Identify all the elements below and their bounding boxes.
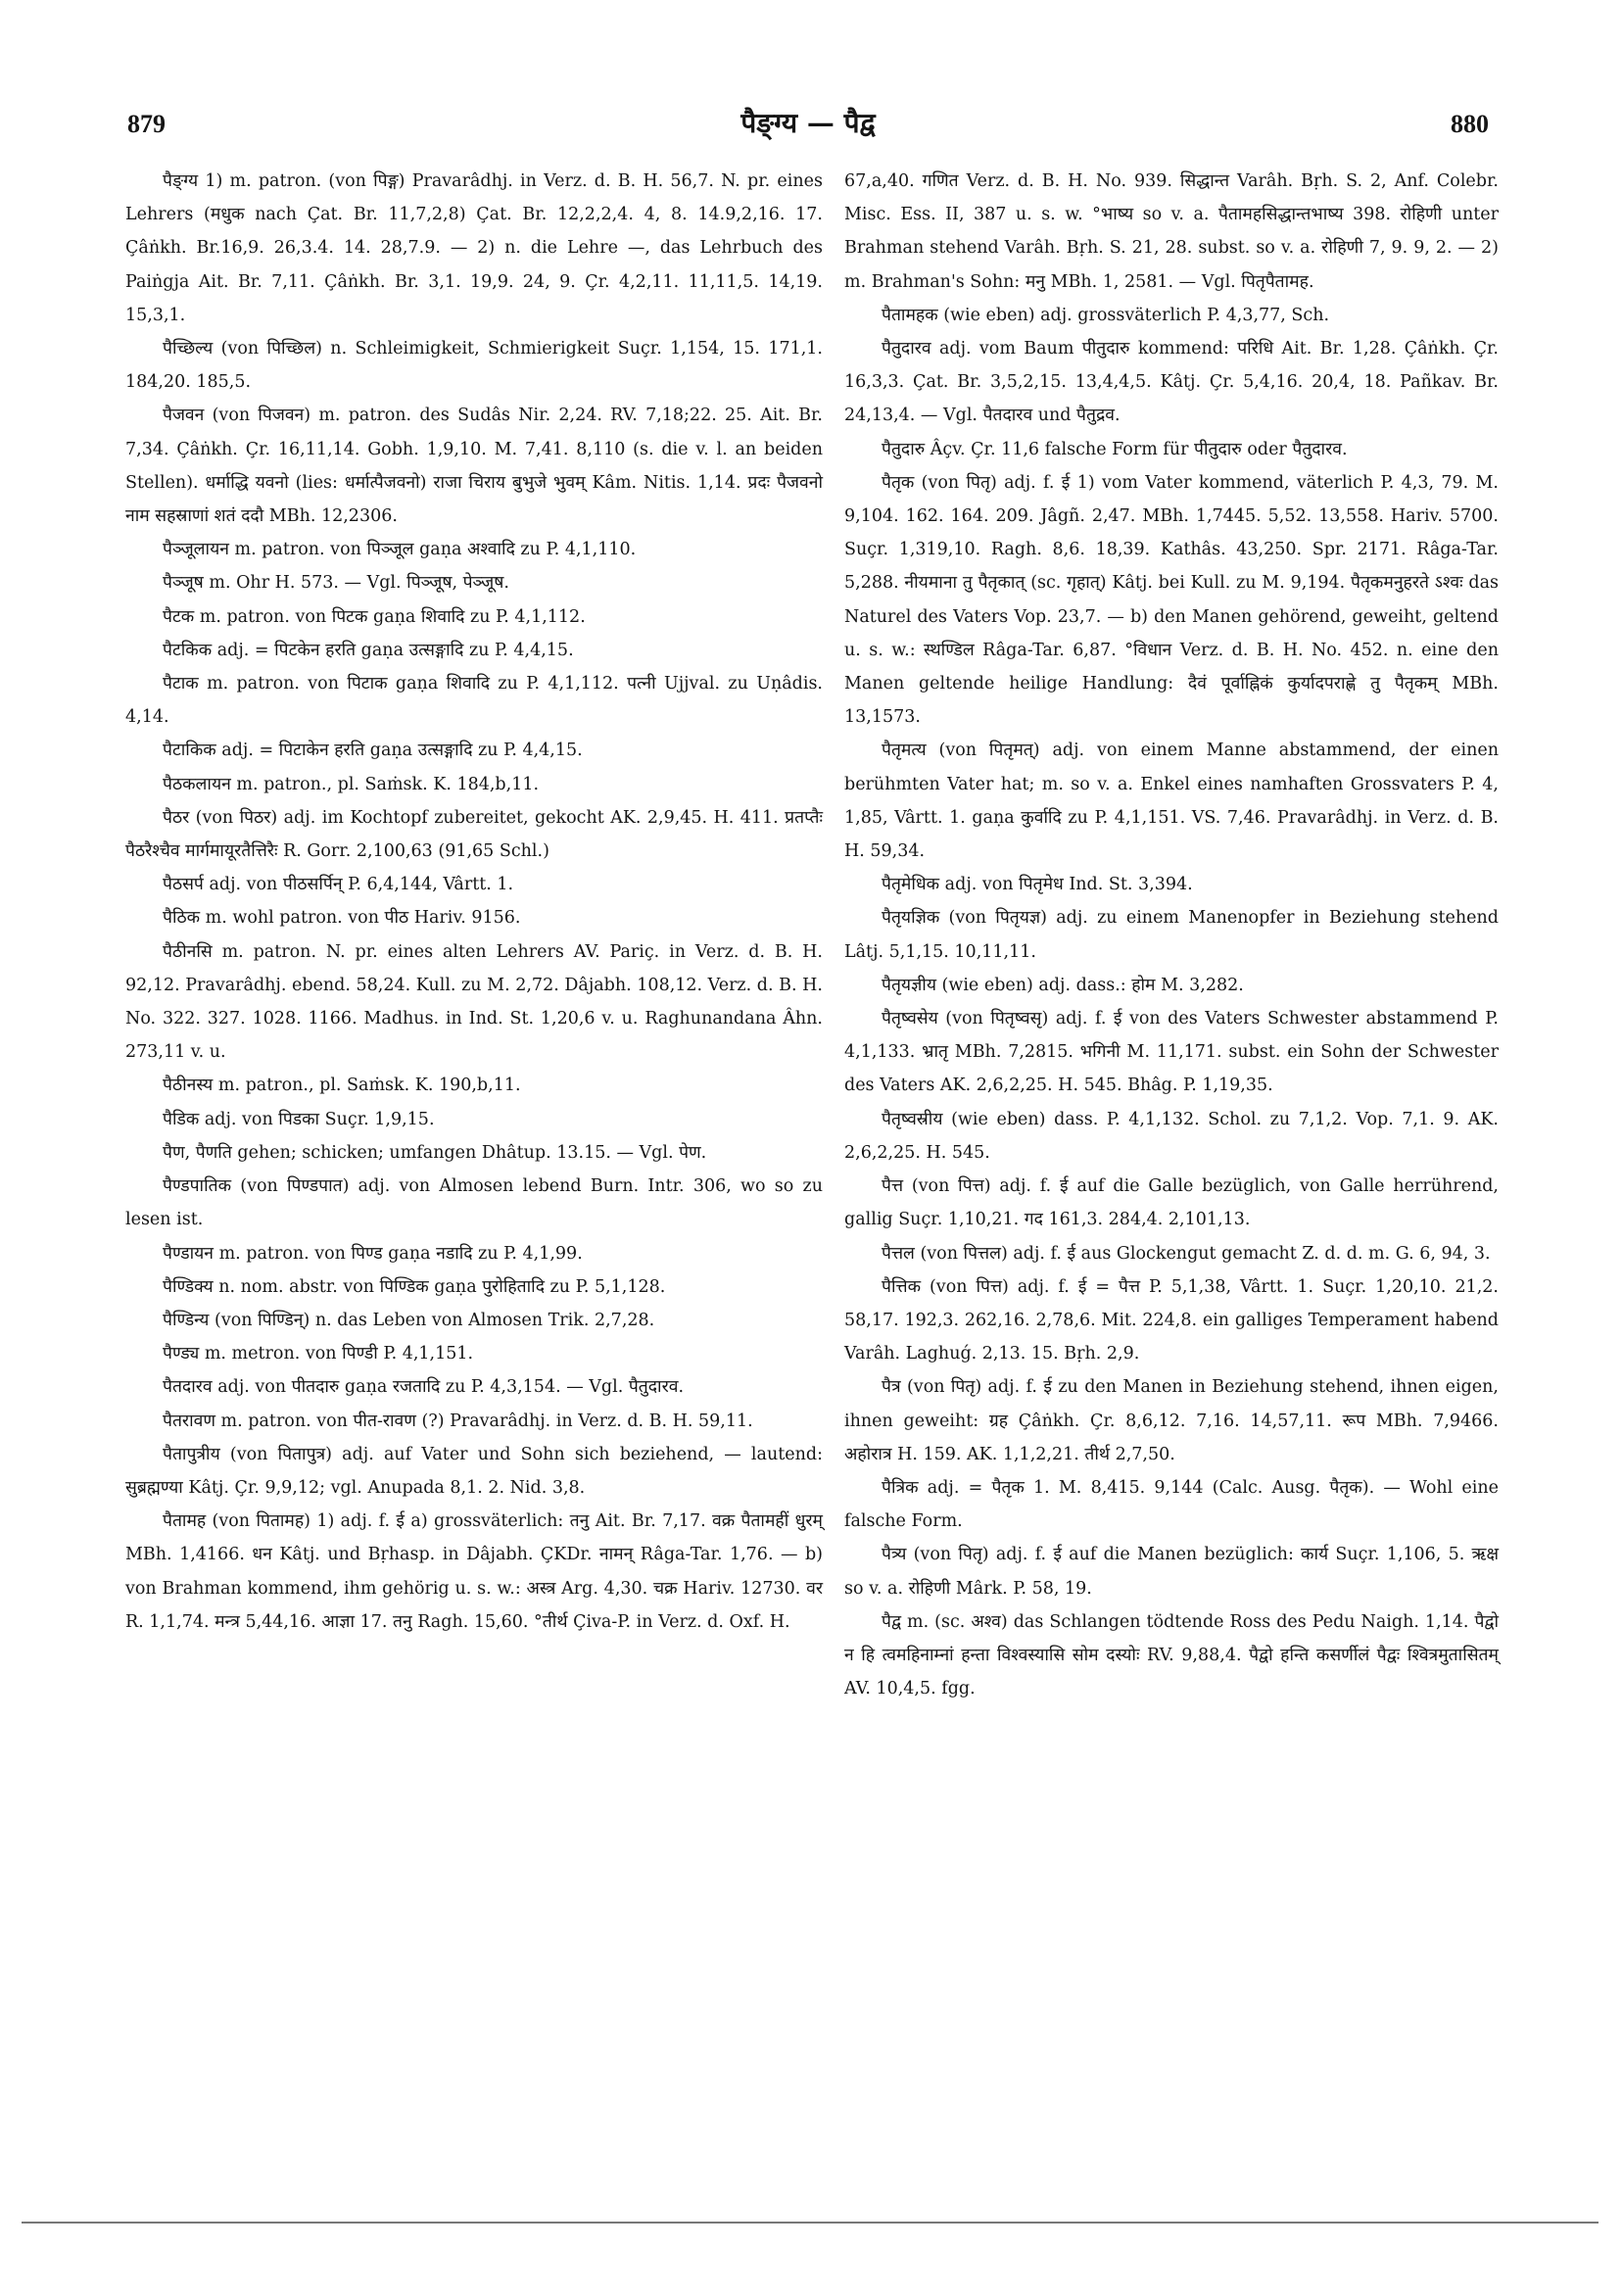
footer-rule bbox=[22, 2222, 1598, 2224]
dictionary-entry: पैतृमेधिक adj. von पितृमेध Ind. St. 3,394. bbox=[882, 875, 1193, 895]
dictionary-entry: पैतामहक (wie eben) adj. grossväterlich P. 4,3,77, Sch. bbox=[882, 305, 1330, 325]
dictionary-entry: पैच्छिल्य (von पिच्छिल) n. Schleimigkeit, Schmierigkeit Suçr. 1,154, 15. 171,1. 184,20. 185,5. bbox=[125, 339, 823, 393]
dictionary-entry: पैठसर्प adj. von पीठसर्पिन् P. 6,4,144, Vârtt. 1. bbox=[163, 875, 514, 895]
dictionary-entry: पैत्तल (von पित्तल) adj. f. ई aus Glockengut gemacht Z. d. d. m. G. 6, 94, 3. bbox=[882, 1243, 1491, 1264]
right-column bbox=[844, 165, 1499, 1705]
dictionary-entry: पैञ्जूलायन m. patron. von पिञ्जूल gaṇa अश्वादि zu P. 4,1,110. bbox=[163, 540, 637, 560]
dictionary-entry: पैङ्ग्य 1) m. patron. (von पिङ्ग) Pravarâdhj. in Verz. d. B. H. 56,7. N. pr. eines Lehrers (मधुक nach Çat. Br. 11,7,2,8) Çat. Br. 12,2,2,4. 4, 8. 14.9,2,16. 17. Çâṅkh. Br.16,9. 26,3.4. 14. 28,7.9. — 2) n. die Lehre —, das Lehrbuch des Paiṅgja Ait. Br. 7,11. Çâṅkh. Br. 3,1. 19,9. 24, 9. Çr. 4,2,11. 11,11,5. 14,19. 15,3,1. bbox=[125, 171, 823, 325]
dictionary-entry: पैण्डिक्य n. nom. abstr. von पिण्डिक gaṇa पुरोहितादि zu P. 5,1,128. bbox=[163, 1276, 666, 1297]
dictionary-entry: पैद्व m. (sc. अश्व) das Schlangen tödtende Ross des Pedu Naigh. 1,14. पैद्वो न हि त्वमहिनाम्नां हन्ता विश्वस्यासि सोम दस्योः RV. 9,88,4. पैद्वो हन्ति कसर्णीलं पैद्वः श्वित्रमुतासितम् AV. 10,4,5. fgg. bbox=[844, 1611, 1499, 1699]
dictionary-entry: पैत्रिक adj. = पैतृक 1. M. 8,415. 9,144 (Calc. Ausg. पैतृक). — Wohl eine falsche Form. bbox=[844, 1477, 1499, 1532]
dictionary-entry: पैतृमत्य (von पितृमत्) adj. von einem Manne abstammend, der einen berühmten Vater hat; m. so v. a. Enkel eines namhaften Grossvaters P. 4, 1,85, Vârtt. 1. gaṇa कुर्वादि zu P. 4,1,151. VS. 7,46. Pravarâdhj. in Verz. d. B. H. 59,34. bbox=[844, 741, 1499, 862]
dictionary-entry: पैञ्जूष m. Ohr H. 573. — Vgl. पिञ्जूष, पेञ्जूष. bbox=[163, 573, 509, 594]
dictionary-entry: पैठकलायन m. patron., pl. Saṁsk. K. 184,b,11. bbox=[163, 774, 540, 794]
dictionary-entry: पैत्तिक (von पित्त) adj. f. ई = पैत्त P. 5,1,38, Vârtt. 1. Suçr. 1,20,10. 21,2. 58,17. 192,3. 262,16. 2,78,6. Mit. 224,8. ein galliges Temperament habend Varâh. Laghuǵ. 2,13. 15. Bṛh. 2,9. bbox=[844, 1276, 1499, 1364]
left-column bbox=[125, 165, 823, 1639]
dictionary-entry: पैटाक m. patron. von पिटाक gaṇa शिवादि zu P. 4,1,112. पत्नी Ujjval. zu Uṇâdis. 4,14. bbox=[125, 674, 823, 728]
page-title: पैङ्ग्य — पैद्व bbox=[740, 107, 876, 139]
dictionary-entry: पैत्त (von पित्त) adj. f. ई auf die Galle bezüglich, von Galle herrührend, gallig Suçr. 1,10,21. गद 161,3. 284,4. 2,101,13. bbox=[844, 1176, 1499, 1230]
dictionary-entry: पैत्र्य (von पितृ) adj. f. ई auf die Manen bezüglich: कार्य Suçr. 1,106, 5. ऋक्ष so v. a. रोहिणी Mârk. P. 58, 19. bbox=[844, 1545, 1499, 1599]
dictionary-entry: पैतृष्वसेय (von पितृष्वसृ) adj. f. ई von des Vaters Schwester abstammend P. 4,1,133. भ्रातृ MBh. 7,2815. भगिनी M. 11,171. subst. ein Sohn der Schwester des Vaters AK. 2,6,2,25. H. 545. Bhâg. P. 1,19,35. bbox=[844, 1009, 1499, 1096]
dictionary-entry: पैत्र (von पितृ) adj. f. ई zu den Manen in Beziehung stehend, ihnen eigen, ihnen geweiht: ग्रह Çâṅkh. Çr. 8,6,12. 7,16. 14,57,11. रूप MBh. 7,9466. अहोरात्र H. 159. AK. 1,1,2,21. तीर्थ 2,7,50. bbox=[844, 1377, 1499, 1464]
dictionary-entry: पैठर (von पिठर) adj. im Kochtopf zubereitet, gekocht AK. 2,9,45. H. 411. प्रतप्तैः पैठरैश्चैव मार्गमायूरतैत्तिरैः R. Gorr. 2,100,63 (91,65 Schl.) bbox=[125, 807, 823, 862]
dictionary-entry: पैतृक (von पितृ) adj. f. ई 1) vom Vater kommend, väterlich P. 4,3, 79. M. 9,104. 162. 164. 209. Jâgñ. 2,47. MBh. 1,7445. 5,52. 13,558. Hariv. 5700. Suçr. 1,319,10. Ragh. 8,6. 18,39. Kathâs. 43,250. Spr. 2171. Râga-Tar. 5,288. नीयमाना तु पैतृकात् (sc. गृहात्) Kâtj. bei Kull. zu M. 9,194. पैतृकमनुहरते ऽश्वः das Naturel des Vaters Vop. 23,7. — b) den Manen gehörend, geweiht, geltend u. s. w.: स्थण्डिल Râga-Tar. 6,87. °विधान Verz. d. B. H. No. 452. n. eine den Manen geltende heilige Handlung: दैवं पूर्वाह्निकं कुर्यादपराह्णे तु पैतृकम् MBh. 13,1573. bbox=[844, 472, 1499, 728]
dictionary-entry: पैठीनस्य m. patron., pl. Saṁsk. K. 190,b,11. bbox=[163, 1076, 521, 1096]
dictionary-entry: पैतामह (von पितामह) 1) adj. f. ई a) grossväterlich: तनु Ait. Br. 7,17. वक्र पैतामहीं धुरम् MBh. 1,4166. धन Kâtj. und Bṛhasp. in Dâjabh. ÇKDr. नामन् Râga-Tar. 1,76. — b) von Brahman kommend, ihm gehörig u. s. w.: अस्त्र Arg. 4,30. चक्र Hariv. 12730. वर R. 1,1,74. मन्त्र 5,44,16. आज्ञा 17. तनु Ragh. 15,60. °तीर्थ Çiva-P. in Verz. d. Oxf. H. bbox=[125, 1511, 823, 1632]
dictionary-entry: पैतृष्वस्रीय (wie eben) dass. P. 4,1,132. Schol. zu 7,1,2. Vop. 7,1. 9. AK. 2,6,2,25. H. 545. bbox=[844, 1109, 1499, 1163]
dictionary-entry: पैतदारव adj. von पीतदारु gaṇa रजतादि zu P. 4,3,154. — Vgl. पैतुदारव. bbox=[163, 1377, 685, 1398]
page-header bbox=[127, 107, 1489, 159]
dictionary-entry: पैतापुत्रीय (von पितापुत्र) adj. auf Vater und Sohn sich beziehend, — lautend: सुब्रह्मण्या Kâtj. Çr. 9,9,12; vgl. Anupada 8,1. 2. Nid. 3,8. bbox=[125, 1444, 823, 1498]
dictionary-entry: पैण्डपातिक (von पिण्डपात) adj. von Almosen lebend Burn. Intr. 306, wo so zu lesen ist. bbox=[125, 1176, 823, 1230]
dictionary-entry: पैठीनसि m. patron. N. pr. eines alten Lehrers AV. Pariç. in Verz. d. B. H. 92,12. Pravarâdhj. ebend. 58,24. Kull. zu M. 2,72. Dâjabh. 108,12. Verz. d. B. H. No. 322. 327. 1028. 1166. Madhus. in Ind. St. 1,20,6 v. u. Raghunandana Âhn. 273,11 v. u. bbox=[125, 941, 823, 1063]
dictionary-entry: पैण्डिन्य (von पिण्डिन्) n. das Leben von Almosen Trik. 2,7,28. bbox=[163, 1310, 655, 1330]
dictionary-entry: पैतुदारु Âçv. Çr. 11,6 falsche Form für पीतुदारु oder पैतुदारव. bbox=[882, 439, 1348, 459]
dictionary-entry: पैतृयज्ञिक (von पितृयज्ञ) adj. zu einem Manenopfer in Beziehung stehend Lâtj. 5,1,15. 10,11,11. bbox=[844, 908, 1499, 962]
dictionary-entry: पैतरावण m. patron. von पीत-रावण (?) Pravarâdhj. in Verz. d. B. H. 59,11. bbox=[163, 1411, 753, 1431]
dictionary-entry: पैजवन (von पिजवन) m. patron. des Sudâs Nir. 2,24. RV. 7,18;22. 25. Ait. Br. 7,34. Çâṅkh. Çr. 16,11,14. Gobh. 1,9,10. M. 7,41. 8,110 (s. die v. l. an beiden Stellen). धर्माद्धि यवनो (lies: धर्मात्पैजवनो) राजा चिराय बुभुजे भुवम् Kâm. Nitis. 1,14. प्रदः पैजवनो नाम सहस्राणां शतं ददौ MBh. 12,2306. bbox=[125, 406, 823, 527]
dictionary-entry: पैण, पैणति gehen; schicken; umfangen Dhâtup. 13.15. — Vgl. पेण. bbox=[163, 1142, 707, 1163]
dictionary-entry: पैठिक m. wohl patron. von पीठ Hariv. 9156. bbox=[163, 908, 521, 929]
dictionary-entry: पैटाकिक adj. = पिटाकेन हरति gaṇa उत्सङ्गादि zu P. 4,4,15. bbox=[163, 741, 583, 761]
dictionary-entry: पैडिक adj. von पिडका Suçr. 1,9,15. bbox=[163, 1109, 435, 1129]
dictionary-entry: पैटकिक adj. = पिटकेन हरति gaṇa उत्सङ्गादि zu P. 4,4,15. bbox=[163, 640, 574, 660]
page-number-left: 879 bbox=[127, 110, 166, 138]
page-number-right: 880 bbox=[1451, 110, 1489, 138]
dictionary-entry: पैटक m. patron. von पिटक gaṇa शिवादि zu P. 4,1,112. bbox=[163, 606, 586, 627]
dictionary-entry: पैतुदारव adj. vom Baum पीतुदारु kommend: परिधि Ait. Br. 1,28. Çâṅkh. Çr. 16,3,3. Çat. Br. 3,5,2,15. 13,4,4,5. Kâtj. Çr. 5,4,16. 20,4, 18. Pañkav. Br. 24,13,4. — Vgl. पैतदारव und पैतुद्रव. bbox=[844, 339, 1499, 426]
dictionary-entry-continued: 67,a,40. गणित Verz. d. B. H. No. 939. सिद्धान्त Varâh. Bṛh. S. 2, Anf. Colebr. Misc. Ess. II, 387 u. s. w. °भाष्य so v. a. पैतामहसिद्धान्तभाष्य 398. रोहिणी unter Brahman stehend Varâh. Bṛh. S. 21, 28. subst. so v. a. रोहिणी 7, 9. 9, 2. — 2) m. Brahman's Sohn: मनु MBh. 1, 2581. — Vgl. पितृपैतामह. bbox=[844, 171, 1499, 292]
dictionary-entry: पैतृयज्ञीय (wie eben) adj. dass.: होम M. 3,282. bbox=[882, 975, 1244, 995]
dictionary-entry: पैण्ड्य m. metron. von पिण्डी P. 4,1,151. bbox=[163, 1344, 474, 1364]
dictionary-entry: पैण्डायन m. patron. von पिण्ड gaṇa नडादि zu P. 4,1,99. bbox=[163, 1243, 583, 1264]
